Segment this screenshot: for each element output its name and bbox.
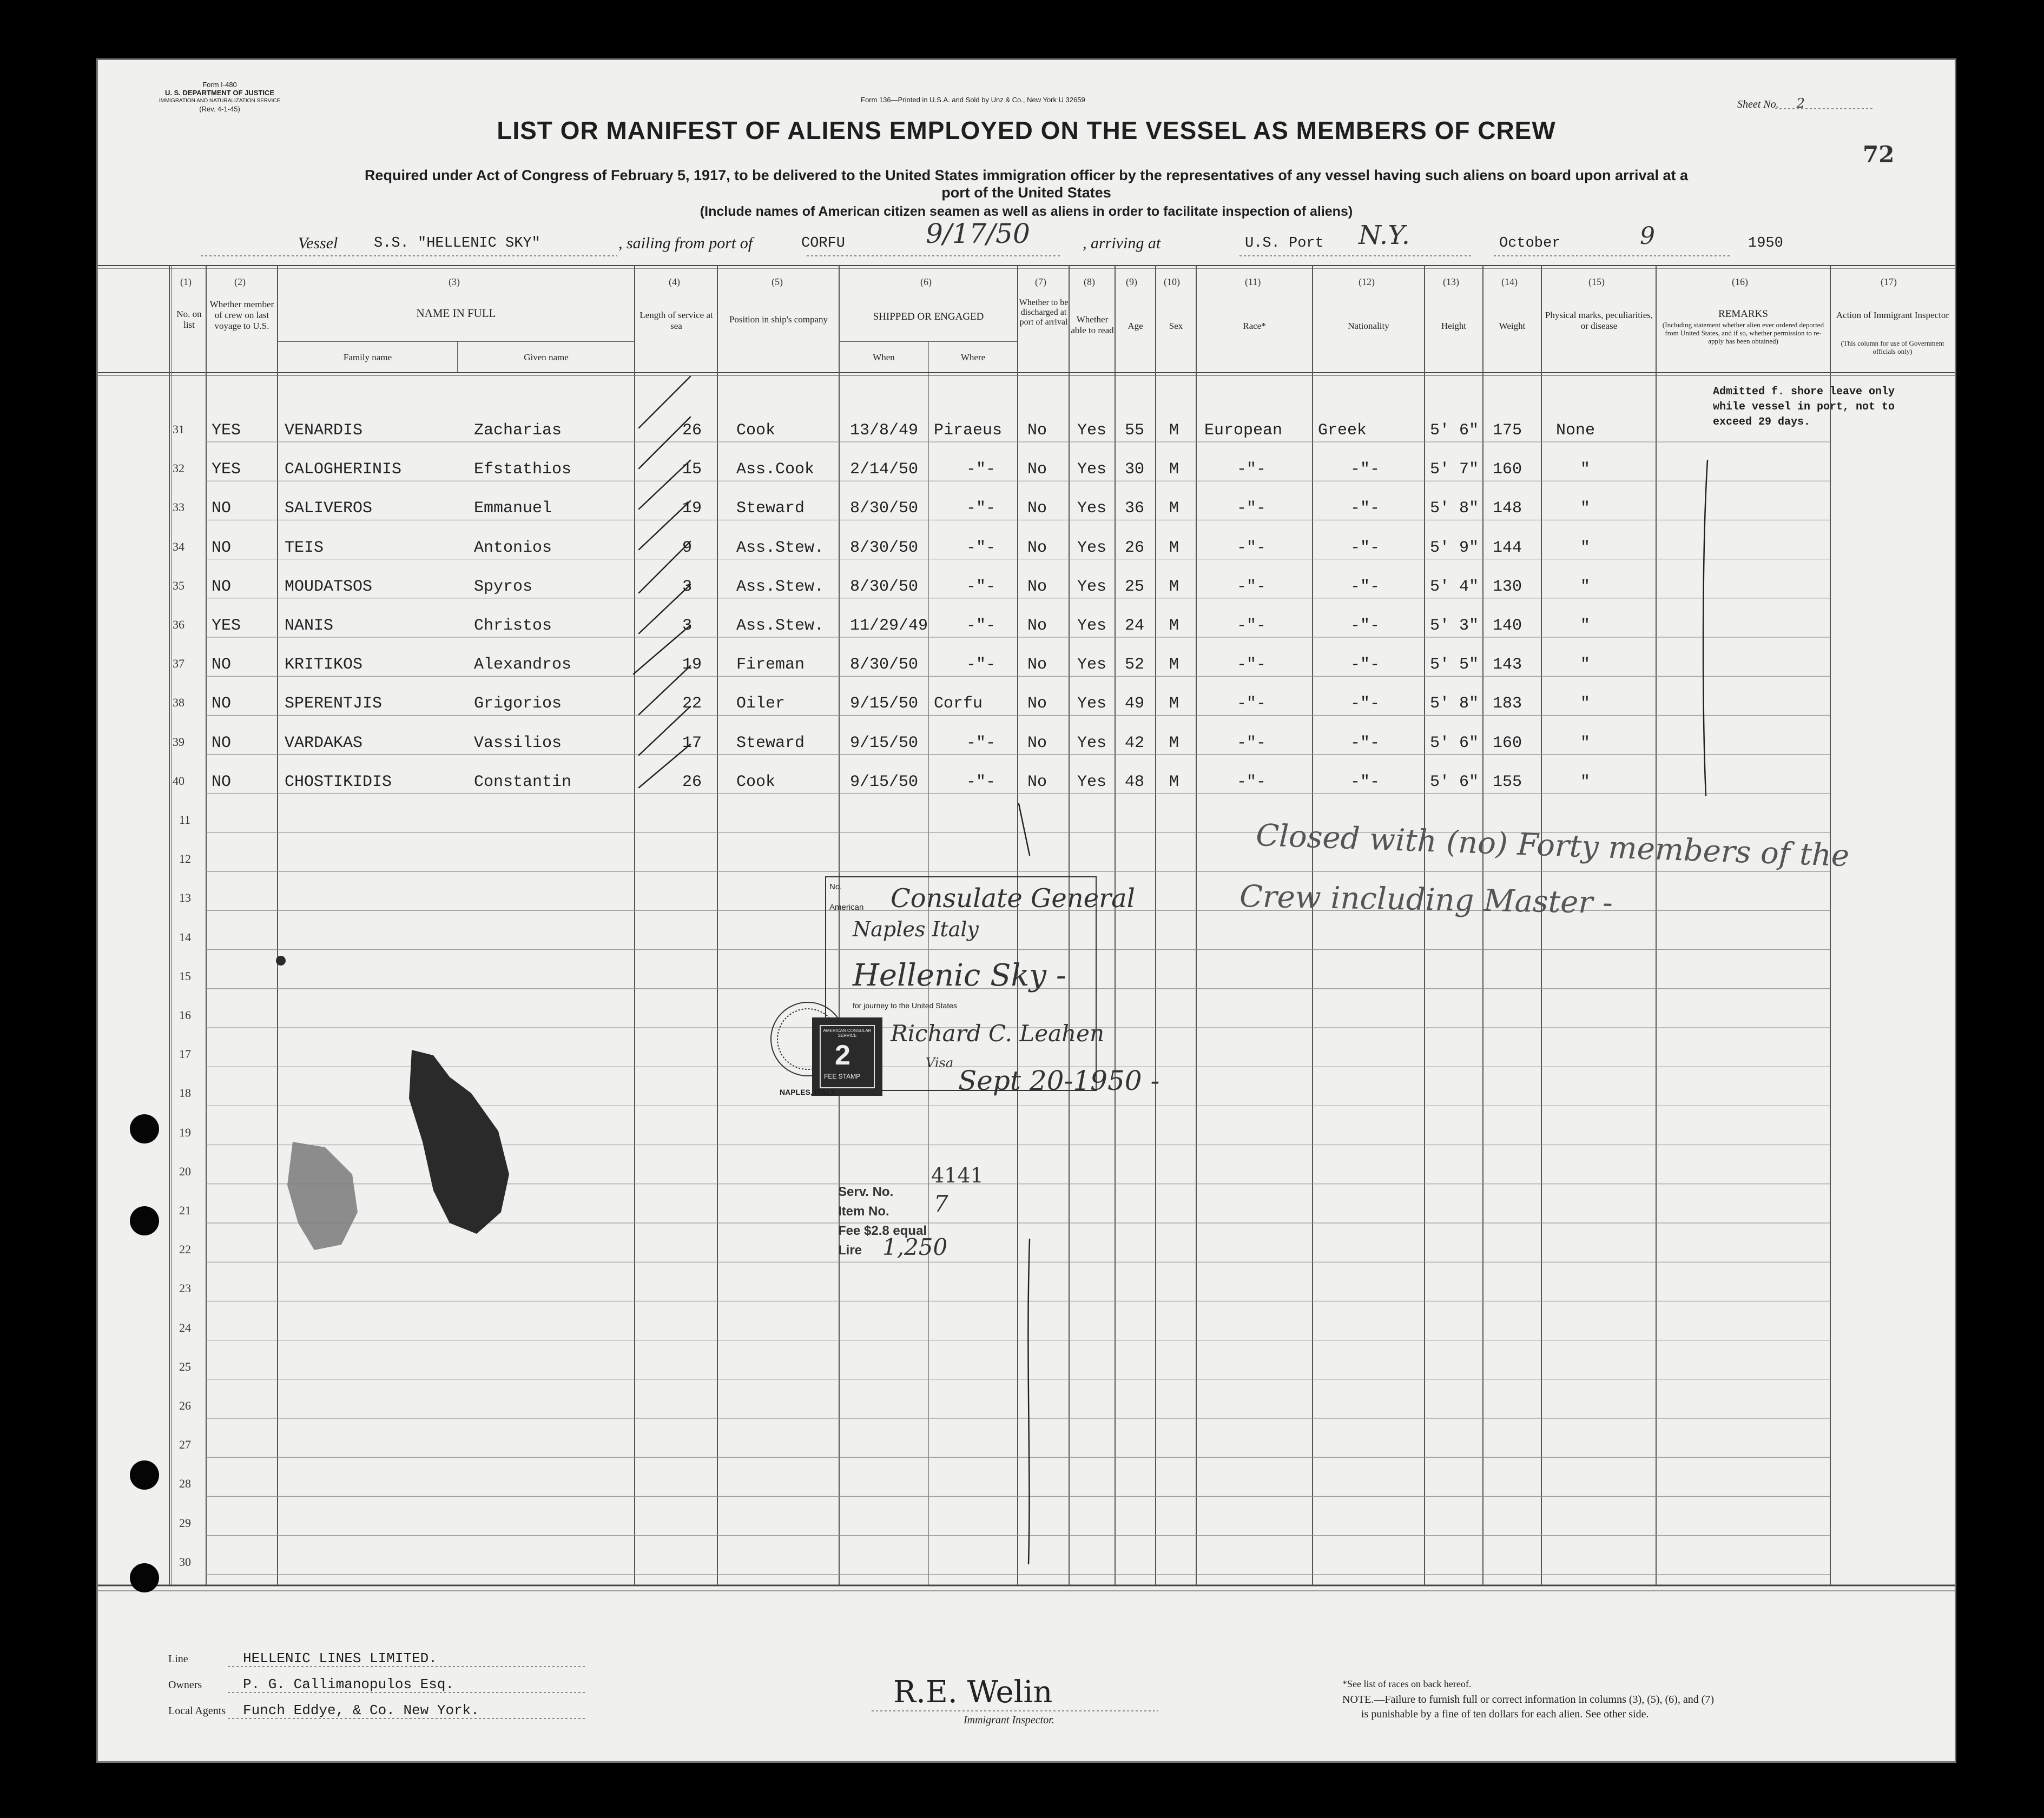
row-number: 23 (179, 1281, 191, 1295)
cell-family-name: SPERENTJIS (285, 695, 383, 713)
closing-note-line-2: Crew including Master - (1239, 878, 1613, 921)
cell-shipped-when: 9/15/50 (850, 695, 919, 713)
col-num-15: (15) (1588, 276, 1605, 287)
cell-shipped-when: 2/14/50 (850, 460, 919, 479)
cell-sex: M (1169, 460, 1179, 479)
cell-shipped-where: -"- (966, 733, 996, 752)
cell-weight: 144 (1493, 538, 1522, 557)
page-title: LIST OR MANIFEST OF ALIENS EMPLOYED ON THE VESSEL AS MEMBERS OF CREW (497, 116, 1556, 144)
manifest-sheet (96, 58, 1956, 1763)
cell-race: -"- (1237, 538, 1267, 557)
row-number: 24 (179, 1320, 191, 1334)
row-number: 38 (173, 696, 184, 710)
revision: (Rev. 4-1-45) (199, 105, 240, 113)
row-number: 25 (179, 1359, 191, 1373)
line-label: Line (168, 1653, 188, 1665)
cell-able-to-read: Yes (1077, 656, 1107, 675)
col-header-race: Race* (1243, 321, 1266, 331)
cell-nationality: -"- (1350, 538, 1380, 557)
remarks-stamp-line-3: exceed 29 days. (1713, 416, 1811, 428)
cell-weight: 160 (1493, 460, 1522, 479)
cell-physical-marks: " (1580, 460, 1591, 479)
col-header-action-note: (This column for use of Government officials only) (1841, 339, 1944, 355)
arrival-year: 1950 (1748, 235, 1783, 252)
subtitle-3: (Include names of American citizen seamen as well as aliens in order to facilitate inspection of aliens) (700, 204, 1353, 219)
col-header-previous-voyage: Whether member of crew on last voyage to U.S. (209, 299, 274, 331)
cell-race: -"- (1237, 617, 1267, 635)
item-no-label: Item No. (838, 1204, 889, 1219)
row-number: 20 (179, 1164, 191, 1178)
cell-previous-voyage: NO (212, 772, 232, 791)
cell-discharge: No (1027, 656, 1047, 675)
cell-discharge: No (1027, 460, 1047, 479)
punch-hole (130, 1114, 159, 1143)
cell-previous-voyage: YES (212, 460, 241, 479)
race-note: *See list of races on back hereof. (1342, 1678, 1472, 1689)
cell-position: Ass.Stew. (736, 577, 825, 596)
form-number: Form I-480 (202, 81, 237, 89)
cell-given-name: Vassilios (474, 733, 562, 752)
arriving-label: , arriving at (1083, 234, 1161, 252)
cell-service-length: 19 (682, 656, 702, 675)
page-mark: 72 (1863, 141, 1895, 168)
cell-service-length: 3 (682, 577, 693, 596)
punch-hole (130, 1460, 159, 1490)
line-value: HELLENIC LINES LIMITED. (243, 1650, 437, 1667)
cell-family-name: TEIS (285, 538, 324, 557)
col-num-10: (10) (1164, 276, 1180, 287)
cell-family-name: VARDAKAS (285, 733, 363, 752)
cell-given-name: Efstathios (474, 460, 572, 479)
sailing-port: CORFU (801, 235, 846, 252)
cell-nationality: Greek (1318, 421, 1367, 440)
cell-age: 42 (1125, 733, 1145, 752)
cell-shipped-where: -"- (966, 617, 996, 635)
ink-blot (409, 1050, 509, 1234)
col-header-nationality: Nationality (1348, 321, 1389, 331)
col-header-no: No. on list (176, 309, 202, 330)
cell-discharge: No (1027, 421, 1047, 440)
cell-age: 25 (1125, 577, 1145, 596)
cell-weight: 143 (1493, 656, 1522, 675)
cell-sex: M (1169, 695, 1179, 713)
row-number: 37 (173, 657, 184, 671)
col-header-position: Position in ship's company (729, 314, 828, 325)
cell-nationality: -"- (1350, 733, 1380, 752)
remarks-stamp-line-1: Admitted f. shore leave only (1713, 386, 1895, 398)
serv-no-label: Serv. No. (838, 1185, 894, 1199)
consular-seal-text: NAPLES, ITALY (780, 1088, 835, 1096)
punch-hole (130, 1563, 159, 1592)
vessel-label: Vessel (298, 234, 338, 252)
cell-previous-voyage: NO (212, 577, 232, 596)
closing-note-line-1: Closed with (no) Forty members of the (1255, 817, 1850, 874)
cell-previous-voyage: YES (212, 421, 241, 440)
cell-family-name: KRITIKOS (285, 656, 363, 675)
row-number: 40 (173, 774, 184, 788)
cell-age: 30 (1125, 460, 1145, 479)
row-number: 17 (179, 1047, 191, 1061)
cell-previous-voyage: NO (212, 695, 232, 713)
col-header-name: NAME IN FULL (416, 307, 496, 320)
cell-position: Steward (736, 733, 805, 752)
cell-sex: M (1169, 538, 1179, 557)
cell-nationality: -"- (1350, 656, 1380, 675)
col-header-marks: Physical marks, peculiarities, or disease (1545, 310, 1653, 331)
cell-weight: 130 (1493, 577, 1522, 596)
cell-family-name: CHOSTIKIDIS (285, 772, 392, 791)
cell-sex: M (1169, 772, 1179, 791)
cell-height: 5' 4" (1430, 577, 1479, 596)
arrival-port: U.S. Port (1245, 235, 1324, 252)
cell-weight: 160 (1493, 733, 1522, 752)
cell-discharge: No (1027, 772, 1047, 791)
printer-line: Form 136—Printed in U.S.A. and Sold by Unz & Co., New York U 32659 (861, 96, 1085, 104)
col-num-16: (16) (1732, 276, 1748, 287)
cell-shipped-when: 13/8/49 (850, 421, 919, 440)
cell-race: -"- (1237, 656, 1267, 675)
col-header-remarks-note: (Including statement whether alien ever ordered deported from United States, and if so, whether permission to re-apply has been obtained) (1662, 321, 1824, 345)
cell-previous-voyage: YES (212, 617, 241, 635)
cell-shipped-when: 8/30/50 (850, 577, 919, 596)
cell-service-length: 17 (682, 733, 702, 752)
cell-age: 49 (1125, 695, 1145, 713)
cell-age: 26 (1125, 538, 1145, 557)
department: U. S. DEPARTMENT OF JUSTICE (165, 89, 274, 97)
cell-weight: 140 (1493, 617, 1522, 635)
cell-sex: M (1169, 577, 1179, 596)
cell-height: 5' 6" (1430, 733, 1479, 752)
cell-family-name: SALIVEROS (285, 499, 373, 518)
cell-weight: 155 (1493, 772, 1522, 791)
cell-nationality: -"- (1350, 772, 1380, 791)
col-num-5: (5) (772, 276, 783, 287)
col-num-11: (11) (1245, 276, 1261, 287)
row-number: 21 (179, 1204, 191, 1217)
cell-shipped-when: 8/30/50 (850, 656, 919, 675)
col-num-6: (6) (920, 276, 932, 287)
cell-able-to-read: Yes (1077, 695, 1107, 713)
vessel-name: S.S. "HELLENIC SKY" (374, 235, 540, 252)
cell-age: 48 (1125, 772, 1145, 791)
cell-race: -"- (1237, 733, 1267, 752)
cell-family-name: NANIS (285, 617, 334, 635)
row-number: 22 (179, 1242, 191, 1257)
col-header-discharge: Whether to be discharged at port of arrival (1019, 298, 1069, 327)
row-number: 26 (179, 1399, 191, 1412)
cell-position: Oiler (736, 695, 786, 713)
service: IMMIGRATION AND NATURALIZATION SERVICE (159, 98, 281, 104)
cell-shipped-when: 8/30/50 (850, 499, 919, 518)
cell-weight: 183 (1493, 695, 1522, 713)
inspector-signature: R.E. Welin (893, 1675, 1053, 1710)
consular-journey-text: for journey to the United States (853, 1001, 957, 1010)
col-header-action: Action of Immigrant Inspector (1836, 310, 1949, 320)
cell-previous-voyage: NO (212, 538, 232, 557)
footer-note-2: is punishable by a fine of ten dollars for each alien. See other side. (1361, 1708, 1649, 1720)
cell-given-name: Emmanuel (474, 499, 552, 518)
col-num-12: (12) (1359, 276, 1375, 287)
cell-physical-marks: " (1580, 772, 1591, 791)
cell-height: 5' 5" (1430, 656, 1479, 675)
cell-shipped-where: -"- (966, 577, 996, 596)
row-number: 15 (179, 969, 191, 983)
col-header-when: When (873, 352, 895, 362)
row-number: 27 (179, 1438, 191, 1452)
col-header-given-name: Given name (524, 352, 569, 362)
cell-family-name: CALOGHERINIS (285, 460, 402, 479)
cell-shipped-when: 11/29/49 (850, 617, 928, 635)
col-num-14: (14) (1501, 276, 1518, 287)
visa-label: Visa (926, 1055, 954, 1070)
cell-age: 52 (1125, 656, 1145, 675)
remarks-stamp-line-2: while vessel in port, not to (1713, 401, 1895, 413)
cell-position: Cook (736, 772, 776, 791)
cell-position: Cook (736, 421, 776, 440)
consulate-city: Naples Italy (853, 917, 979, 941)
row-number: 32 (173, 461, 184, 475)
cell-height: 5' 8" (1430, 499, 1479, 518)
cell-shipped-where: -"- (966, 499, 996, 518)
cell-position: Fireman (736, 656, 805, 675)
cell-shipped-where: -"- (966, 656, 996, 675)
col-num-13: (13) (1443, 276, 1459, 287)
cell-race: -"- (1237, 499, 1267, 518)
cell-race: -"- (1237, 772, 1267, 791)
cell-service-length: 15 (682, 460, 702, 479)
col-header-weight: Weight (1499, 321, 1526, 331)
row-number: 33 (173, 500, 184, 514)
item-number: 7 (934, 1191, 948, 1217)
cell-race: European (1204, 421, 1283, 440)
cell-height: 5' 7" (1430, 460, 1479, 479)
cell-family-name: VENARDIS (285, 421, 363, 440)
cell-position: Ass.Stew. (736, 538, 825, 557)
cell-height: 5' 3" (1430, 617, 1479, 635)
cell-sex: M (1169, 617, 1179, 635)
cell-height: 5' 6" (1430, 772, 1479, 791)
fee-stamp-header: AMERICAN CONSULAR SERVICE (823, 1028, 872, 1038)
row-number: 29 (179, 1516, 191, 1530)
col-header-sex: Sex (1169, 321, 1183, 331)
row-number: 28 (179, 1477, 191, 1491)
cell-able-to-read: Yes (1077, 538, 1107, 557)
cell-shipped-where: Piraeus (934, 421, 1003, 440)
cell-physical-marks: " (1580, 733, 1591, 752)
cell-given-name: Zacharias (474, 421, 562, 440)
sailing-date: 9/17/50 (926, 218, 1030, 249)
col-header-service: Length of service at sea (639, 310, 713, 331)
arrival-city: N.Y. (1359, 220, 1410, 250)
cell-family-name: MOUDATSOS (285, 577, 373, 596)
cell-nationality: -"- (1350, 499, 1380, 518)
row-number: 36 (173, 618, 184, 631)
fee-label: Fee $2.8 equal (838, 1224, 927, 1238)
cell-able-to-read: Yes (1077, 421, 1107, 440)
fee-stamp-label: FEE STAMP (824, 1073, 861, 1080)
consular-vessel-name: Hellenic Sky - (853, 958, 1066, 993)
cell-given-name: Christos (474, 617, 552, 635)
cell-nationality: -"- (1350, 695, 1380, 713)
sheet-label: Sheet No. (1737, 98, 1779, 110)
col-num-8: (8) (1084, 276, 1095, 287)
cell-able-to-read: Yes (1077, 617, 1107, 635)
row-number: 12 (179, 852, 191, 866)
inspector-label: Immigrant Inspector. (964, 1714, 1054, 1726)
lire-amount: 1,250 (882, 1234, 948, 1260)
consulate-name: Consulate General (891, 883, 1135, 914)
sheet-number: 2 (1796, 96, 1805, 111)
cell-nationality: -"- (1350, 577, 1380, 596)
cell-service-length: 9 (682, 538, 693, 557)
cell-shipped-when: 9/15/50 (850, 772, 919, 791)
row-number: 35 (173, 578, 184, 592)
cell-service-length: 26 (682, 421, 702, 440)
cell-weight: 148 (1493, 499, 1522, 518)
arrival-day: 9 (1640, 222, 1655, 250)
cell-able-to-read: Yes (1077, 577, 1107, 596)
agents-value: Funch Eddye, & Co. New York. (243, 1702, 479, 1718)
col-num-1: (1) (180, 276, 192, 287)
cell-given-name: Grigorios (474, 695, 562, 713)
col-header-height: Height (1441, 321, 1467, 331)
cell-height: 5' 8" (1430, 695, 1479, 713)
cell-sex: M (1169, 421, 1179, 440)
cell-able-to-read: Yes (1077, 733, 1107, 752)
stain (287, 1142, 358, 1250)
col-num-4: (4) (669, 276, 680, 287)
cell-nationality: -"- (1350, 460, 1380, 479)
visa-date: Sept 20-1950 - (958, 1065, 1160, 1096)
col-header-where: Where (960, 352, 986, 362)
serv-number: 4141 (931, 1163, 984, 1187)
subtitle-1: Required under Act of Congress of February 5, 1917, to be delivered to the United States immigration officer by the representatives of any vessel having such aliens on board upon arrival at a (364, 167, 1689, 183)
row-number: 31 (173, 422, 184, 436)
cell-race: -"- (1237, 460, 1267, 479)
cell-physical-marks: " (1580, 538, 1591, 557)
row-number: 34 (173, 539, 184, 553)
cell-able-to-read: Yes (1077, 772, 1107, 791)
col-header-read: Whether able to read (1071, 314, 1114, 335)
cell-race: -"- (1237, 577, 1267, 596)
cell-service-length: 22 (682, 695, 702, 713)
cell-age: 55 (1125, 421, 1145, 440)
col-num-3: (3) (449, 276, 460, 287)
cell-physical-marks: " (1580, 617, 1591, 635)
col-header-age: Age (1128, 321, 1143, 331)
consular-america-label: American (829, 903, 864, 912)
cell-position: Steward (736, 499, 805, 518)
cell-discharge: No (1027, 538, 1047, 557)
arrival-month: October (1499, 235, 1561, 252)
cell-race: -"- (1237, 695, 1267, 713)
consular-signature: Richard C. Leahen (891, 1020, 1105, 1047)
footer-note-1: NOTE.—Failure to furnish full or correct information in columns (3), (5), (6), and (7) (1342, 1694, 1715, 1705)
cell-service-length: 19 (682, 499, 702, 518)
cell-discharge: No (1027, 733, 1047, 752)
cell-discharge: No (1027, 617, 1047, 635)
cell-physical-marks: " (1580, 499, 1591, 518)
row-number: 30 (179, 1555, 191, 1569)
cell-service-length: 3 (682, 617, 693, 635)
owners-label: Owners (168, 1679, 202, 1691)
cell-given-name: Alexandros (474, 656, 572, 675)
row-number: 11 (179, 813, 191, 827)
cell-sex: M (1169, 656, 1179, 675)
col-num-2: (2) (234, 276, 246, 287)
col-num-9: (9) (1126, 276, 1137, 287)
cell-previous-voyage: NO (212, 499, 232, 518)
col-header-family-name: Family name (343, 352, 392, 362)
cell-position: Ass.Stew. (736, 617, 825, 635)
cell-weight: 175 (1493, 421, 1522, 440)
subtitle-2: port of the United States (941, 184, 1111, 201)
sailing-label: , sailing from port of (618, 234, 753, 252)
cell-previous-voyage: NO (212, 656, 232, 675)
cell-shipped-where: -"- (966, 460, 996, 479)
cell-shipped-where: -"- (966, 772, 996, 791)
cell-physical-marks: " (1580, 695, 1591, 713)
row-number: 18 (179, 1086, 191, 1100)
cell-shipped-when: 9/15/50 (850, 733, 919, 752)
col-header-shipped: SHIPPED OR ENGAGED (873, 311, 984, 322)
cell-previous-voyage: NO (212, 733, 232, 752)
row-number: 19 (179, 1125, 191, 1139)
cell-physical-marks: None (1556, 421, 1595, 440)
cell-position: Ass.Cook (736, 460, 815, 479)
row-number: 14 (179, 930, 191, 944)
lire-label: Lire (838, 1243, 862, 1258)
agents-label: Local Agents (168, 1705, 226, 1717)
row-number: 13 (179, 891, 191, 905)
cell-able-to-read: Yes (1077, 460, 1107, 479)
col-num-17: (17) (1881, 276, 1897, 287)
fee-stamp-value: 2 (835, 1040, 850, 1071)
row-number: 16 (179, 1008, 191, 1022)
col-num-7: (7) (1035, 276, 1046, 287)
cell-physical-marks: " (1580, 577, 1591, 596)
cell-given-name: Spyros (474, 577, 533, 596)
row-number: 39 (173, 735, 184, 749)
cell-given-name: Antonios (474, 538, 552, 557)
cell-age: 24 (1125, 617, 1145, 635)
cell-discharge: No (1027, 499, 1047, 518)
punch-hole (130, 1206, 159, 1235)
cell-service-length: 26 (682, 772, 702, 791)
cell-shipped-where: -"- (966, 538, 996, 557)
cell-able-to-read: Yes (1077, 499, 1107, 518)
cell-physical-marks: " (1580, 656, 1591, 675)
consular-no-label: No. (829, 882, 842, 891)
cell-sex: M (1169, 733, 1179, 752)
cell-discharge: No (1027, 695, 1047, 713)
cell-shipped-when: 8/30/50 (850, 538, 919, 557)
cell-given-name: Constantin (474, 772, 572, 791)
owners-value: P. G. Callimanopulos Esq. (243, 1676, 454, 1693)
col-header-remarks: REMARKS (1718, 308, 1768, 320)
cell-height: 5' 6" (1430, 421, 1479, 440)
cell-age: 36 (1125, 499, 1145, 518)
cell-shipped-where: Corfu (934, 695, 983, 713)
cell-sex: M (1169, 499, 1179, 518)
cell-nationality: -"- (1350, 617, 1380, 635)
cell-discharge: No (1027, 577, 1047, 596)
cell-height: 5' 9" (1430, 538, 1479, 557)
